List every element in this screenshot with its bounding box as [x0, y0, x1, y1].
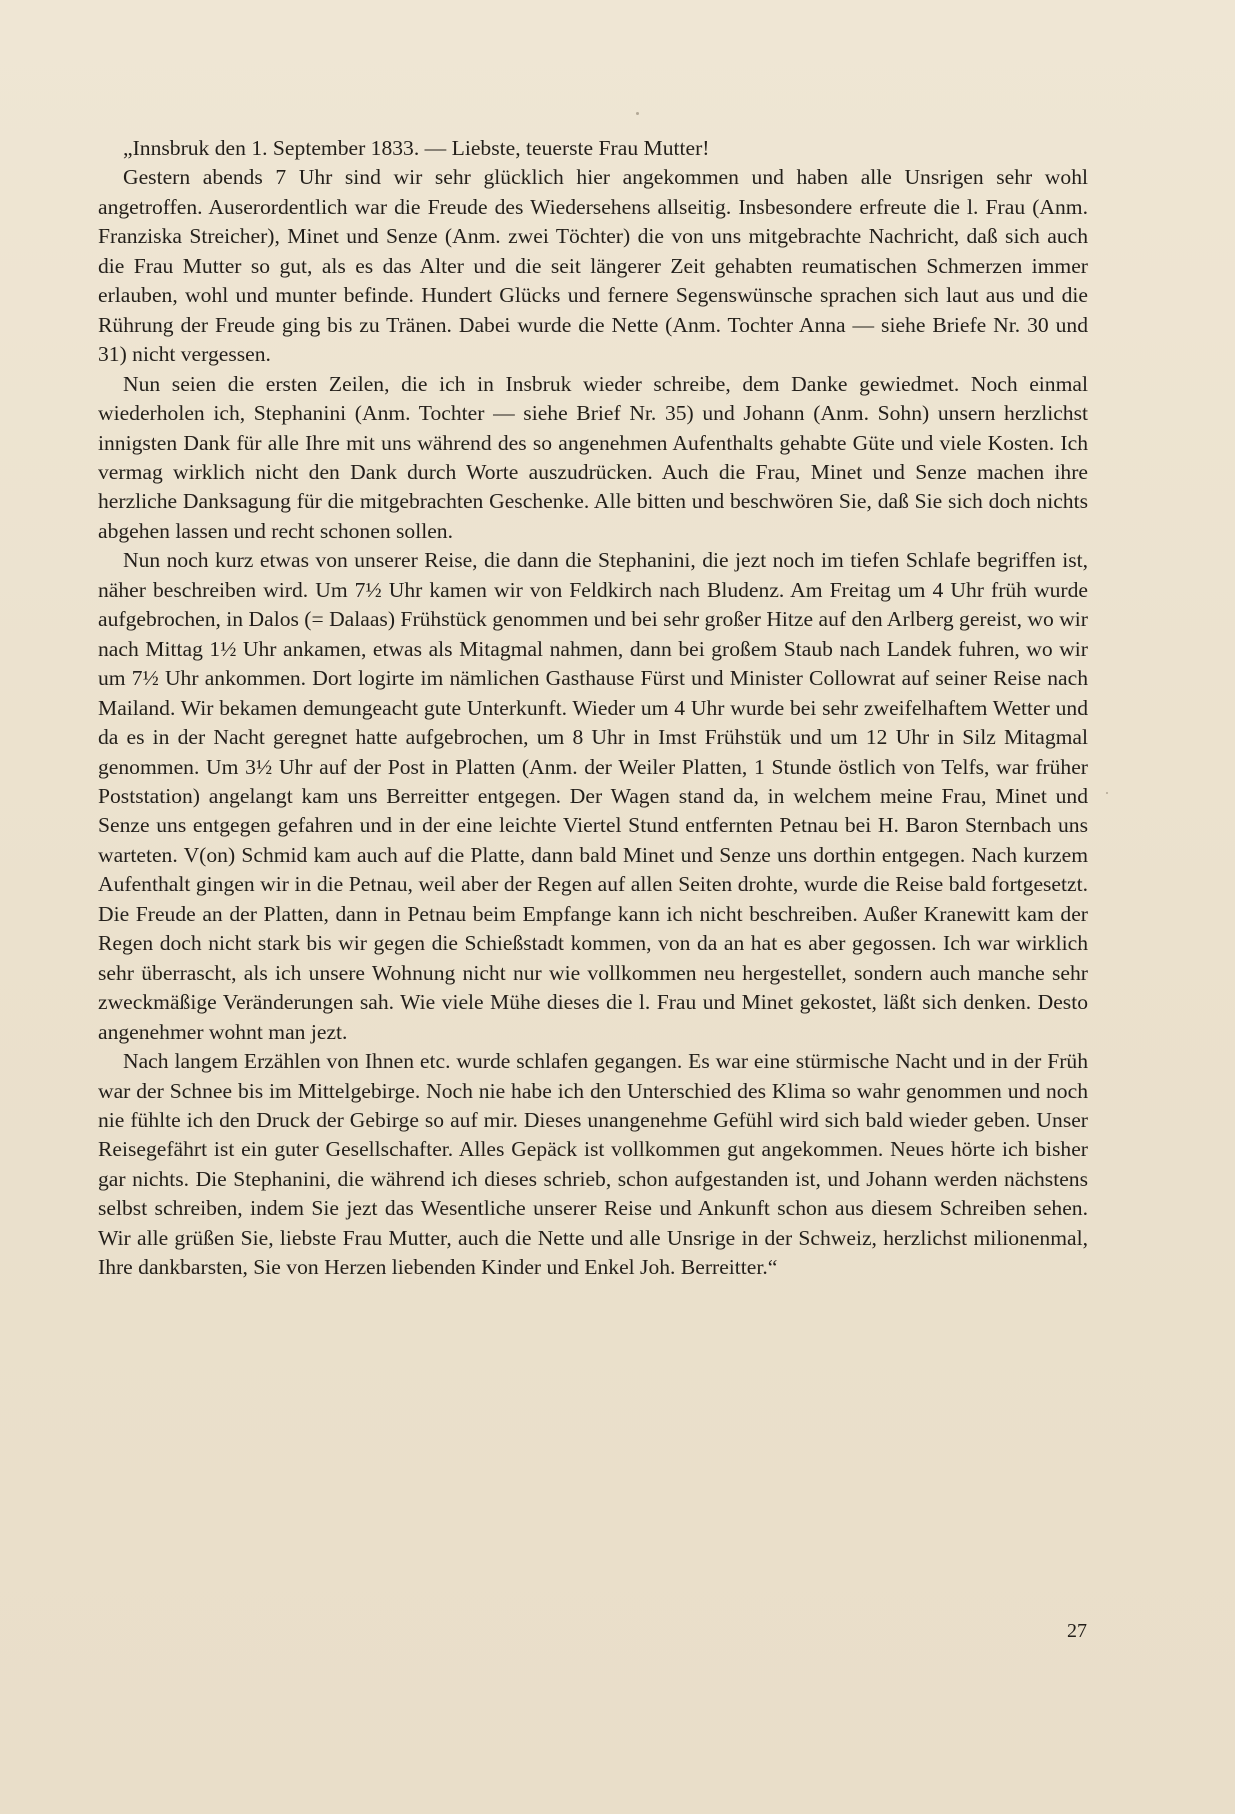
letter-paragraph-closing: Nach langem Erzählen von Ihnen etc. wurde schlafen gegangen. Es war eine stürmische Nacht und in der Früh war der Schnee bis im Mittelgebirge. Noch nie habe ich den Unterschied des Klima so wahr genommen und noch nie fühlte ich den Druck der Gebirge so auf mir. Dieses unangenehme Gefühl wird sich bald wieder geben. Unser Reisegefährt ist ein guter Gesellschafter. Alles Gepäck ist vollkommen gut angekommen. Neues hörte ich bisher gar nichts. Die Stephanini, die während ich dieses schrieb, schon aufgestanden ist, und Johann werden nächstens selbst schreiben, indem Sie jezt das Wesentliche unserer Reise und Ankunft schon aus diesem Schreiben sehen. Wir alle grüßen Sie, liebste Frau Mutter, auch die Nette und alle Unsrige in der Schweiz, herzlichst milionenmal, Ihre dankbarsten, Sie von Herzen liebenden Kinder und Enkel Joh. Berreitter.“: [98, 1049, 1088, 1280]
paper-speck: [1106, 792, 1108, 794]
letter-paragraph-thanks: Nun seien die ersten Zeilen, die ich in Insbruk wieder schreibe, dem Danke gewiedmet. Noch einmal wiederholen ich, Stephanini (Anm. Tochter — siehe Brief Nr. 35) und Johann (Anm. Sohn) unsern herzlichst innigsten Dank für alle Ihre mit uns während des so angenehmen Aufenthalts gehabte Güte und viele Kosten. Ich vermag wirklich nicht den Dank durch Worte auszudrücken. Auch die Frau, Minet und Senze machen ihre herzliche Danksagung für die mitgebrachten Geschenke. Alle bitten und beschwören Sie, daß Sie sich doch nichts abgehen lassen und recht schonen sollen.: [98, 371, 1088, 543]
letter-salutation: „Innsbruk den 1. September 1833. — Liebste, teuerste Frau Mutter!: [123, 136, 710, 160]
paper-speck: [636, 112, 639, 115]
letter-paragraph-arrival: Gestern abends 7 Uhr sind wir sehr glücklich hier angekommen und haben alle Unsrigen sehr wohl angetroffen. Auserordentlich war die Freude des Wiedersehens allseitig. Insbesondere erfreute die l. Frau (Anm. Franziska Streicher), Minet und Senze (Anm. zwei Töchter) die von uns mitgebrachte Nachricht, daß sich auch die Frau Mutter so gut, als es das Alter und die seit längerer Zeit gehabten reumatischen Schmerzen immer erlauben, wohl und munter befinde. Hundert Glücks und fernere Segenswünsche sprachen sich laut aus und die Rührung der Freude ging bis zu Tränen. Dabei wurde die Nette (Anm. Tochter Anna — siehe Briefe Nr. 30 und 31) nicht vergessen.: [98, 165, 1088, 367]
page-number: 27: [1067, 1620, 1087, 1642]
letter-paragraph-journey: Nun noch kurz etwas von unserer Reise, die dann die Stephanini, die jezt noch im tiefen Schlafe begriffen ist, näher beschreiben wird. Um 7½ Uhr kamen wir von Feldkirch nach Bludenz. Am Freitag um 4 Uhr früh wurde aufgebrochen, in Dalos (= Dalaas) Frühstück genommen und bei sehr großer Hitze auf den Arlberg gereist, wo wir nach Mittag 1½ Uhr ankamen, etwas als Mitagmal nahmen, dann bei großem Staub nach Landek fuhren, wo wir um 7½ Uhr ankommen. Dort logirte im nämlichen Gasthause Fürst und Minister Collowrat auf seiner Reise nach Mailand. Wir bekamen demungeacht gute Unterkunft. Wieder um 4 Uhr wurde bei sehr zweifelhaftem Wetter und da es in der Nacht geregnet hatte aufgebrochen, um 8 Uhr in Imst Frühstük und um 12 Uhr in Silz Mitagmal genommen. Um 3½ Uhr auf der Post in Platten (Anm. der Weiler Platten, 1 Stunde östlich von Telfs, war früher Poststation) angelangt kam uns Berreitter entgegen. Der Wagen stand da, in welchem meine Frau, Minet und Senze uns entgegen gefahren und in der eine leichte Viertel Stund entfernten Petnau bei H. Baron Sternbach uns warteten. V(on) Schmid kam auch auf die Platte, dann bald Minet und Senze uns dorthin entgegen. Nach kurzem Aufenthalt gingen wir in die Petnau, weil aber der Regen auf allen Seiten drohte, wurde die Reise bald fortgesetzt. Die Freude an der Platten, dann in Petnau beim Empfange kann ich nicht beschreiben. Außer Kranewitt kam der Regen doch nicht stark bis wir gegen die Schießstadt kommen, von da an hat es aber gegossen. Ich war wirklich sehr überrascht, als ich unsere Wohnung nicht nur wie vollkommen neu hergestellet, sondern auch manche sehr zweckmäßige Veränderungen sah. Wie viele Mühe dieses die l. Frau und Minet gekostet, läßt sich denken. Desto angenehmer wohnt man jezt.: [98, 548, 1088, 1044]
letter-body: [98, 134, 1088, 1283]
